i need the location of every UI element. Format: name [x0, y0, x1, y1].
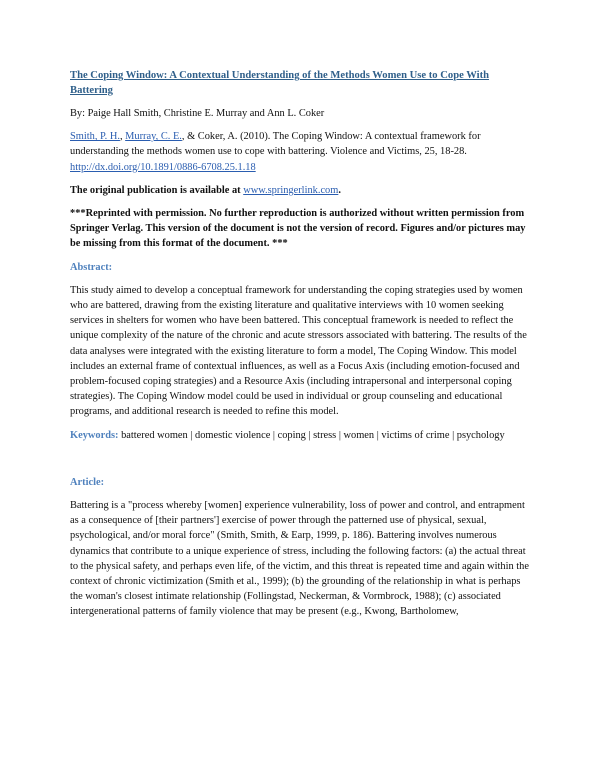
article-heading: Article: [70, 476, 105, 488]
author-byline: By: Paige Hall Smith, Christine E. Murray and Ann L. Coker [70, 108, 325, 119]
keywords-label: Keywords: [70, 429, 119, 441]
author-link-murray[interactable]: Murray, C. E. [125, 131, 182, 143]
keywords [70, 428, 532, 443]
citation [70, 129, 532, 175]
doi-link[interactable]: http://dx.doi.org/10.1891/0886-6708.25.1.18 [70, 161, 256, 173]
citation-text: , & Coker, A. (2010). The Coping Window: A contextual framework for understanding the methods women use to cope with battering. Violence and Victims, 25, 18-28. [70, 131, 481, 158]
availability-end: . [338, 184, 341, 196]
document-page [70, 68, 532, 620]
keywords-text: battered women | domestic violence | coping | stress | women | victims of crime | psychology [118, 429, 505, 441]
article-body: Battering is a "process whereby [women] experience vulnerability, loss of power and control, and entrapment as a consequence of [their partners'] exercise of power through the patterned use of physical, sexual, psychological, and/or moral force" (Smith, Smith, & Earp, 1999, p. 186). Battering involves numerous dynamics that contribute to a unique experience of stress, including the following factors: (a) the actual threat to the physical safety, and perhaps even life, of the victim, and this threat is repeated time and again within the context of chronic victimization (Smith et al., 1999); (b) the grounding of the relationship in what is perhaps the woman's closest intimate relationship (Follingstad, Neckerman, & Vormbrock, 1988); (c) associated intergenerational patterns of family violence that may be present (e.g., Kwong, Bartholomew, [70, 500, 529, 618]
springerlink-link[interactable]: www.springerlink.com [243, 184, 339, 196]
reprint-notice: ***Reprinted with permission. No further reproduction is authorized without written permission from Springer Verlag. This version of the document is not the version of record. Figures and/or pictures may be missing from this format of the document. *** [70, 208, 526, 250]
document-title[interactable]: The Coping Window: A Contextual Understanding of the Methods Women Use to Cope With Battering [70, 70, 490, 96]
availability-note [70, 183, 532, 198]
citation-separator: , [119, 131, 126, 143]
author-link-smith[interactable]: Smith, P. H. [70, 131, 120, 143]
abstract-heading: Abstract: [70, 261, 113, 273]
abstract-body: This study aimed to develop a conceptual framework for understanding the coping strategies used by women who are battered, drawing from the existing literature and qualitative interviews with 10 women seeking services in shelters for women who have been battered. This conceptual framework is needed to reflect the unique complexity of the nature of the chronic and acute stressors associated with battering. The results of the data analyses were integrated with the existing literature to form a model, The Coping Window. This model includes an external frame of contextual influences, as well as a Focus Axis (including emotion-focused and problem-focused coping strategies) and a Resource Axis (including intrapersonal and interpersonal coping strategies). The Coping Window model could be used in individual or group counseling and educational programs, and additional research is needed to refine this model. [70, 284, 527, 418]
availability-text: The original publication is available at [70, 184, 244, 196]
